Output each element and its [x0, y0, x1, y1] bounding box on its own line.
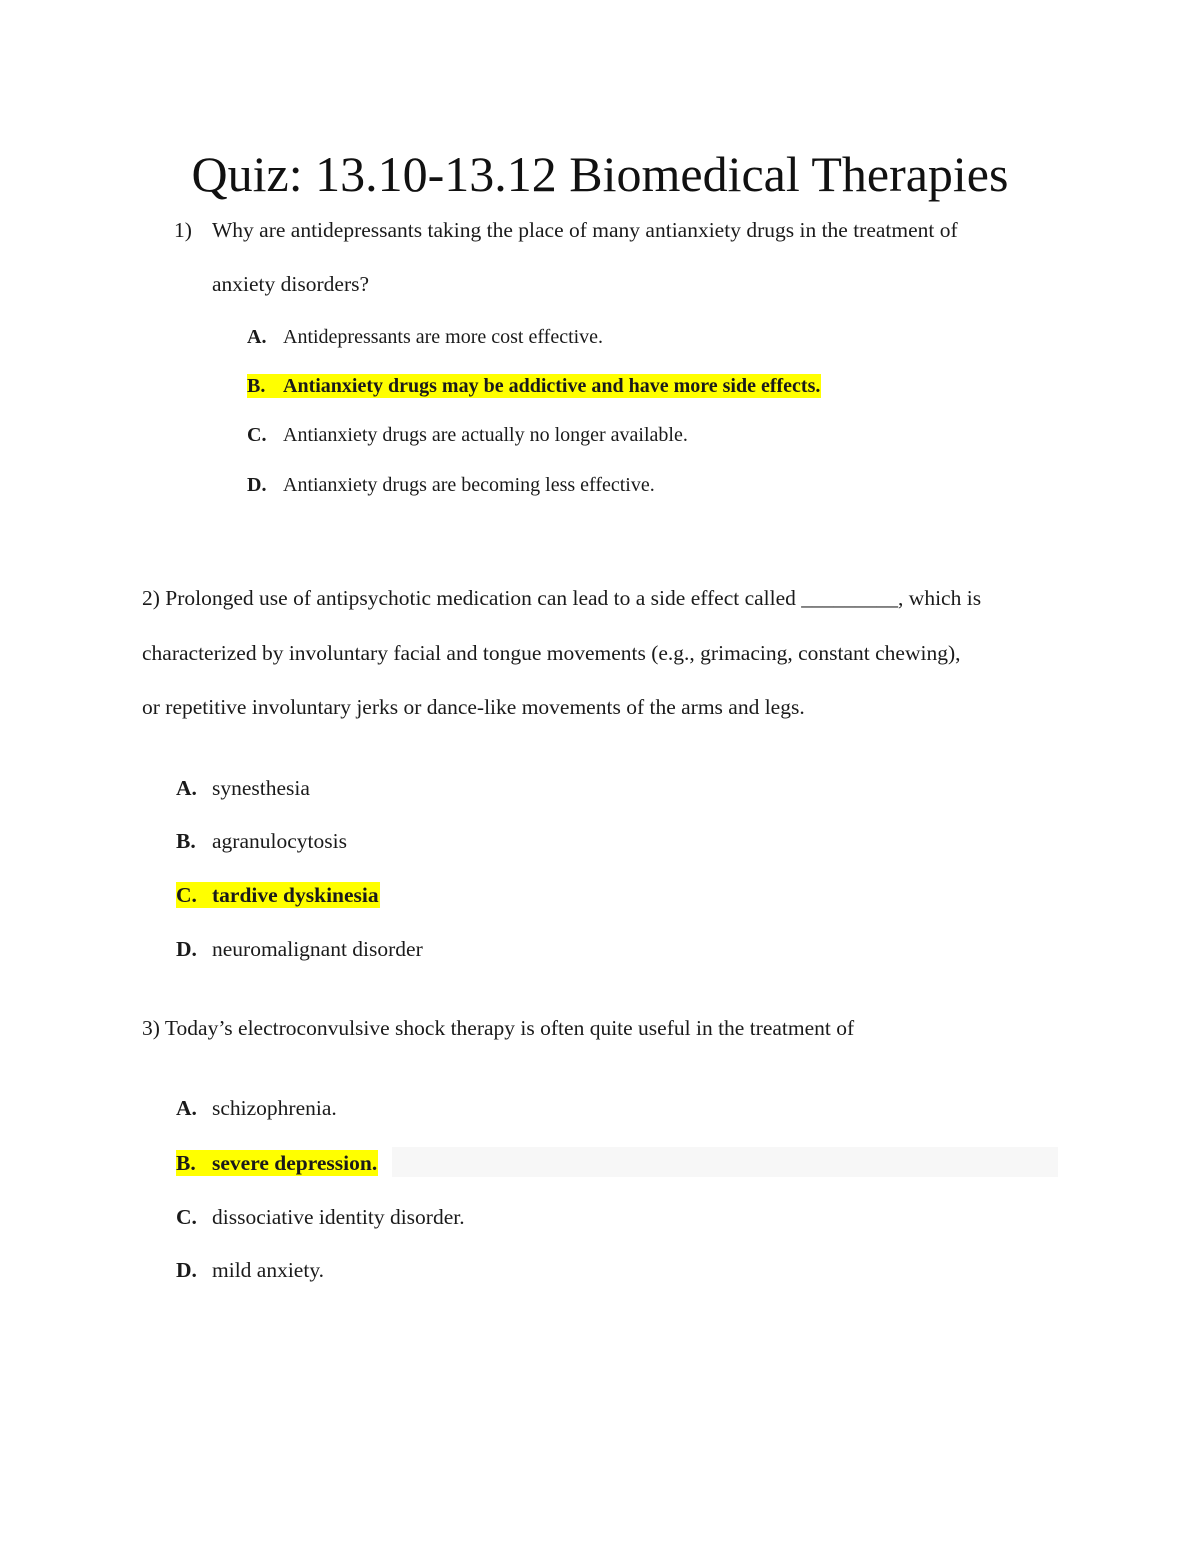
option-letter: C.	[176, 883, 197, 907]
option-letter: B.	[176, 1151, 196, 1175]
option-letter: B.	[247, 375, 266, 397]
option-text: tardive dyskinesia	[212, 883, 379, 907]
option-letter: C.	[247, 424, 267, 446]
option-letter: A.	[176, 1096, 197, 1120]
option-letter: D.	[176, 1258, 197, 1282]
option-text: schizophrenia.	[212, 1096, 337, 1120]
q2-option-b	[176, 826, 347, 856]
option-text: severe depression.	[212, 1151, 378, 1175]
selection-row-shade	[392, 1147, 1058, 1177]
option-text: synesthesia	[212, 776, 310, 800]
option-text: neuromalignant disorder	[212, 937, 423, 961]
q3-option-b-answer	[176, 1148, 378, 1178]
question-2-text-line3: or repetitive involuntary jerks or dance-like movements of the arms and legs.	[142, 695, 805, 719]
quiz-title: Quiz: 13.10-13.12 Biomedical Therapies	[191, 146, 1009, 202]
option-text: Antianxiety drugs are becoming less effective.	[283, 474, 655, 496]
option-text: mild anxiety.	[212, 1258, 325, 1282]
q2-option-c-answer	[176, 880, 380, 910]
q3-option-d	[176, 1255, 324, 1285]
question-2-text-line2: characterized by involuntary facial and tongue movements (e.g., grimacing, constant chewing),	[142, 641, 961, 665]
q2-option-a	[176, 773, 310, 803]
option-text: Antianxiety drugs are actually no longer available.	[283, 424, 688, 446]
option-text: agranulocytosis	[212, 829, 347, 853]
option-letter: C.	[176, 1205, 197, 1229]
option-letter: D.	[247, 474, 267, 496]
question-1-text-line2: anxiety disorders?	[212, 272, 370, 296]
question-2-text-line1: 2) Prolonged use of antipsychotic medication can lead to a side effect called _________, which is	[142, 586, 982, 610]
option-text: Antianxiety drugs may be addictive and have more side effects.	[283, 375, 821, 397]
option-text: dissociative identity disorder.	[212, 1205, 465, 1229]
q3-option-c	[176, 1202, 465, 1232]
option-letter: B.	[176, 829, 196, 853]
option-letter: A.	[247, 326, 267, 348]
option-text: Antidepressants are more cost effective.	[283, 326, 604, 348]
question-1-text-line1: Why are antidepressants taking the place of many antianxiety drugs in the treatment of	[212, 218, 958, 242]
q1-option-b-answer	[247, 371, 821, 401]
q1-option-a	[247, 322, 603, 352]
q3-option-a	[176, 1093, 337, 1123]
option-letter: D.	[176, 937, 197, 961]
question-1-number: 1)	[174, 218, 192, 242]
option-letter: A.	[176, 776, 197, 800]
q1-option-c	[247, 420, 688, 450]
q2-option-d	[176, 934, 423, 964]
q1-option-d	[247, 470, 655, 500]
question-3-text: 3) Today’s electroconvulsive shock therapy is often quite useful in the treatment of	[142, 1016, 855, 1040]
